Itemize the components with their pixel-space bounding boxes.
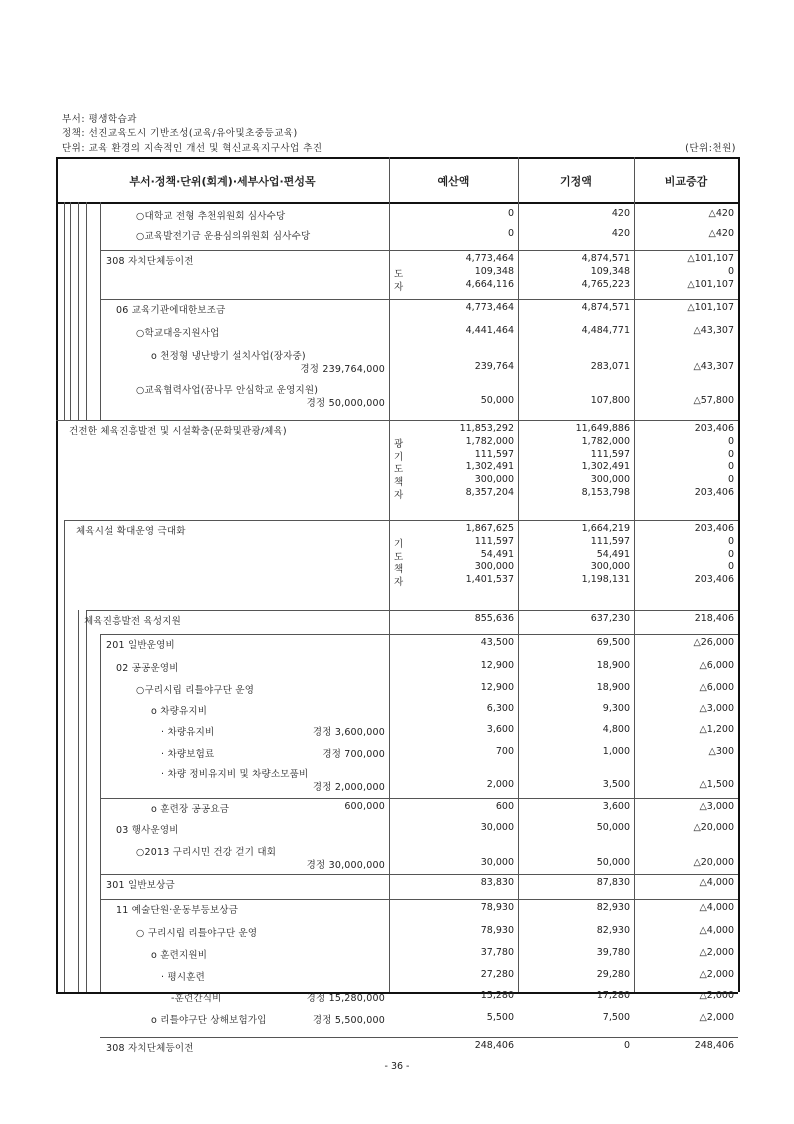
prev-value: 1,000: [602, 746, 630, 757]
diff-value: △101,107: [687, 278, 734, 290]
row-separator: [100, 299, 738, 300]
budget-value: 700: [495, 746, 514, 757]
hierarchy-line: [64, 520, 65, 992]
diff-value: 248,406: [694, 1040, 734, 1051]
row-label: 체육진흥발전 육성지원: [84, 616, 181, 627]
diff-value: 203,406: [694, 523, 734, 534]
prev-value: 3,600: [602, 801, 630, 812]
row-label: ○2013 구리시민 건강 걷기 대회: [136, 847, 277, 858]
prev-value: 1,302,491: [581, 461, 630, 473]
row-separator: [100, 634, 738, 635]
row-right-note: 경정 3,600,000: [312, 727, 385, 738]
budget-value: 78,930: [480, 902, 514, 913]
diff-value: 203,406: [694, 574, 734, 586]
budget-value: 15,280: [480, 990, 514, 1001]
budget-value: 300,000: [474, 561, 514, 573]
hierarchy-line: [70, 202, 71, 420]
diff-value: △1,200: [699, 724, 734, 735]
budget-value: 27,280: [480, 969, 514, 980]
budget-value: 78,930: [480, 925, 514, 936]
row-right-note: 600,000: [344, 801, 385, 812]
row-label: 06 교육기관에대한보조금: [116, 305, 226, 316]
prev-value: 82,930: [596, 925, 630, 936]
budget-value: 855,636: [474, 613, 514, 624]
row-right-note: 경정 15,280,000: [306, 993, 385, 1004]
funding-source: 책: [394, 564, 404, 576]
budget-value: 600: [495, 801, 514, 812]
row-label: o 차량유지비: [151, 706, 208, 717]
budget-value: 83,830: [480, 877, 514, 888]
budget-value: 50,000: [480, 394, 514, 406]
diff-value: △26,000: [693, 637, 734, 648]
column-header: 기정액: [560, 175, 592, 188]
header-bottom-border: [56, 202, 738, 204]
row-separator: [100, 798, 738, 799]
prev-value: 109,348: [590, 265, 630, 277]
budget-value: 1,302,491: [465, 461, 514, 473]
prev-value: 1,198,131: [581, 574, 630, 586]
budget-value: 1,867,625: [465, 523, 514, 534]
row-label: 02 공공운영비: [116, 663, 179, 674]
diff-value: △4,000: [699, 902, 734, 913]
prev-value: 4,765,223: [581, 278, 630, 290]
budget-value: 300,000: [474, 474, 514, 486]
hierarchy-line: [100, 202, 101, 420]
diff-value: △101,107: [687, 253, 734, 264]
diff-value: 203,406: [694, 423, 734, 434]
diff-value: △4,000: [699, 877, 734, 888]
prev-value: 69,500: [596, 637, 630, 648]
column-header: 예산액: [437, 175, 470, 188]
budget-value: 8,357,204: [465, 487, 514, 498]
budget-value: 2,000: [486, 778, 514, 790]
hierarchy-line: [64, 202, 65, 420]
diff-value: △3,000: [699, 801, 734, 812]
prev-value: 54,491: [596, 548, 630, 560]
row-label: ○대학교 전형 추천위원회 심사수당: [136, 211, 286, 222]
budget-value: 12,900: [480, 682, 514, 693]
prev-value: 8,153,798: [581, 487, 630, 498]
funding-source: 기: [394, 538, 404, 550]
funding-source: 책: [394, 477, 404, 489]
row-separator: [100, 1037, 738, 1038]
funding-source: 자: [394, 577, 404, 589]
prev-value: 283,071: [590, 360, 630, 372]
row-label: ○교육협력사업(꿈나무 안심학교 운영지원): [136, 385, 319, 396]
prev-value: 4,800: [602, 724, 630, 735]
row-label: · 차량유지비: [161, 727, 215, 738]
budget-value: 4,773,464: [465, 302, 514, 313]
funding-source: 광: [394, 438, 404, 450]
row-sublabel: 경정 239,764,000: [300, 363, 385, 375]
prev-value: 4,874,571: [581, 253, 630, 264]
diff-value: △2,000: [699, 969, 734, 980]
funding-source: 도: [394, 464, 404, 476]
row-sublabel: 경정 2,000,000: [312, 781, 385, 793]
prev-value: 1,664,219: [581, 523, 630, 534]
row-separator: [56, 420, 738, 421]
budget-value: 4,664,116: [465, 278, 514, 290]
diff-value: △2,000: [699, 1012, 734, 1023]
row-label: · 차량 정비유지비 및 차량소모품비: [161, 769, 309, 780]
column-divider: [518, 157, 519, 992]
prev-value: 300,000: [590, 474, 630, 486]
diff-value: 0: [727, 548, 734, 560]
budget-value: 5,500: [486, 1012, 514, 1023]
row-sublabel: 경정 50,000,000: [306, 397, 385, 409]
column-header: 비교증감: [664, 175, 708, 188]
row-label: ○ 구리시립 리틀야구단 운영: [136, 928, 258, 939]
row-label: 11 예술단원·운동부등보상금: [116, 905, 239, 916]
row-separator: [100, 250, 738, 251]
row-label: o 훈련장 공공요금: [151, 804, 230, 815]
budget-value: 37,780: [480, 947, 514, 958]
row-separator: [100, 874, 738, 875]
budget-value: 11,853,292: [459, 423, 514, 434]
budget-value: 4,773,464: [465, 253, 514, 264]
prev-value: 17,280: [596, 990, 630, 1001]
budget-value: 4,441,464: [465, 325, 514, 336]
row-label: 308 자치단체등이전: [106, 256, 194, 267]
prev-value: 1,782,000: [581, 435, 630, 447]
budget-value: 109,348: [474, 265, 514, 277]
unit-line: 단위: 교육 환경의 지속적인 개선 및 혁신교육지구사업 추진: [62, 143, 323, 154]
prev-value: 420: [611, 228, 630, 239]
prev-value: 0: [623, 1040, 630, 1051]
diff-value: 0: [727, 435, 734, 447]
budget-value: 111,597: [474, 448, 514, 460]
prev-value: 420: [611, 208, 630, 219]
row-separator: [86, 610, 738, 611]
budget-value: 0: [507, 208, 514, 219]
row-label: ○학교대응지원사업: [136, 328, 220, 339]
diff-value: △4,000: [699, 925, 734, 936]
row-label: 308 자치단체등이전: [106, 1043, 194, 1054]
row-label: 03 행사운영비: [116, 825, 179, 836]
diff-value: △101,107: [687, 302, 734, 313]
diff-value: △1,500: [699, 778, 734, 790]
diff-value: △2,000: [699, 947, 734, 958]
hierarchy-line: [78, 610, 79, 992]
diff-value: △43,307: [693, 325, 734, 336]
budget-value: 30,000: [480, 822, 514, 833]
prev-value: 29,280: [596, 969, 630, 980]
diff-value: 0: [727, 474, 734, 486]
diff-value: 0: [727, 448, 734, 460]
prev-value: 4,484,771: [581, 325, 630, 336]
row-label: 301 일반보상금: [106, 880, 175, 891]
diff-value: △6,000: [699, 660, 734, 671]
budget-value: 1,782,000: [465, 435, 514, 447]
policy-line: 정책: 선진교육도시 기반조성(교육/유아및초중등교육): [62, 128, 298, 139]
budget-value: 248,406: [474, 1040, 514, 1051]
diff-value: 0: [727, 461, 734, 473]
diff-value: 0: [727, 535, 734, 547]
prev-value: 107,800: [590, 394, 630, 406]
funding-source: 도: [394, 268, 404, 280]
unit-note: (단위:천원): [685, 143, 736, 154]
column-header: 부서·정책·단위(회계)·세부사업·편성목: [129, 175, 316, 188]
prev-value: 50,000: [596, 822, 630, 833]
row-label: 체육시설 확대운영 극대화: [76, 526, 186, 537]
table-right-border: [738, 157, 740, 992]
funding-source: 기: [394, 451, 404, 463]
row-label: · 평시훈련: [161, 972, 205, 983]
diff-value: △20,000: [693, 822, 734, 833]
funding-source: 도: [394, 551, 404, 563]
prev-value: 637,230: [590, 613, 630, 624]
diff-value: 218,406: [694, 613, 734, 624]
column-divider: [634, 157, 635, 992]
budget-value: 239,764: [474, 360, 514, 372]
diff-value: △6,000: [699, 682, 734, 693]
row-label: o 천정형 냉난방기 설치사업(장자중): [151, 351, 306, 362]
diff-value: △420: [708, 208, 734, 219]
diff-value: 203,406: [694, 487, 734, 498]
prev-value: 18,900: [596, 682, 630, 693]
budget-table: [56, 157, 738, 1054]
row-right-note: 경정 700,000: [322, 749, 385, 760]
prev-value: 111,597: [590, 535, 630, 547]
budget-value: 54,491: [480, 548, 514, 560]
row-label: ○교육발전기금 운용심의위원회 심사수당: [136, 231, 311, 242]
row-label: o 훈련지원비: [151, 950, 208, 961]
column-divider: [389, 157, 390, 992]
prev-value: 4,874,571: [581, 302, 630, 313]
prev-value: 9,300: [602, 703, 630, 714]
budget-value: 111,597: [474, 535, 514, 547]
prev-value: 3,500: [602, 778, 630, 790]
funding-source: 자: [394, 490, 404, 501]
hierarchy-line: [86, 202, 87, 420]
diff-value: △2,000: [699, 990, 734, 1001]
diff-value: 0: [727, 561, 734, 573]
prev-value: 111,597: [590, 448, 630, 460]
page-number: - 36 -: [384, 1061, 410, 1072]
table-top-border: [56, 157, 738, 159]
prev-value: 300,000: [590, 561, 630, 573]
prev-value: 82,930: [596, 902, 630, 913]
prev-value: 11,649,886: [575, 423, 630, 434]
row-label: o 리틀야구단 상해보험가입: [151, 1015, 267, 1026]
prev-value: 18,900: [596, 660, 630, 671]
funding-source: 자: [394, 281, 404, 293]
hierarchy-line: [78, 202, 79, 420]
diff-value: △300: [708, 746, 734, 757]
row-label: -훈련간식비: [171, 993, 222, 1004]
row-sublabel: 경정 30,000,000: [306, 859, 385, 871]
budget-value: 12,900: [480, 660, 514, 671]
budget-value: 6,300: [486, 703, 514, 714]
row-label: · 차량보험료: [161, 749, 215, 760]
prev-value: 87,830: [596, 877, 630, 888]
table-left-border: [56, 157, 58, 992]
diff-value: 0: [727, 265, 734, 277]
budget-value: 3,600: [486, 724, 514, 735]
row-label: ○구리시립 리틀야구단 운영: [136, 685, 255, 696]
diff-value: △3,000: [699, 703, 734, 714]
prev-value: 50,000: [596, 856, 630, 868]
diff-value: △420: [708, 228, 734, 239]
budget-value: 1,401,537: [465, 574, 514, 586]
diff-value: △20,000: [693, 856, 734, 868]
budget-value: 0: [507, 228, 514, 239]
prev-value: 39,780: [596, 947, 630, 958]
diff-value: △43,307: [693, 360, 734, 372]
budget-value: 30,000: [480, 856, 514, 868]
row-separator: [64, 520, 738, 521]
table-bottom-border: [56, 992, 738, 994]
hierarchy-line: [86, 610, 87, 992]
prev-value: 7,500: [602, 1012, 630, 1023]
row-label: 건전한 체육진흥발전 및 시설확충(문화및관광/체육): [69, 426, 287, 437]
hierarchy-line: [100, 634, 101, 992]
row-separator: [100, 899, 738, 900]
diff-value: △57,800: [693, 394, 734, 406]
row-label: 201 일반운영비: [106, 640, 175, 651]
dept-line: 부서: 평생학습과: [62, 114, 137, 125]
row-right-note: 경정 5,500,000: [312, 1015, 385, 1026]
budget-value: 43,500: [480, 637, 514, 648]
